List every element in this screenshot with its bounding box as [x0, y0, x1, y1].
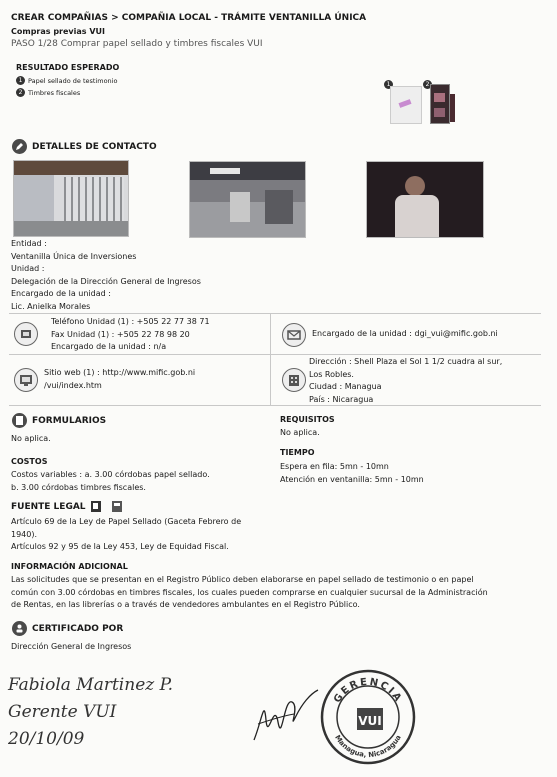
encargado-na: Encargado de la unidad : n/a	[51, 342, 167, 351]
handwritten-role: Gerente VUI	[8, 702, 117, 722]
pdf-document-icon[interactable]	[112, 501, 122, 512]
encargado-value: Lic. Anielka Morales	[11, 301, 91, 311]
requisitos-title: REQUISITOS	[280, 415, 335, 424]
handwritten-note	[8, 672, 173, 753]
signature	[248, 680, 324, 750]
fuente-line: Artículos 92 y 95 de la Ley 453, Ley de Equidad Fiscal.	[11, 542, 229, 551]
telefono: Teléfono Unidad (1) : +505 22 77 38 71	[51, 317, 210, 326]
pencil-icon	[12, 139, 27, 154]
contact-details	[11, 238, 201, 313]
resultado-thumbnails	[380, 78, 460, 126]
resultado-item-1	[16, 76, 117, 85]
costos-line: Costos variables : a. 3.00 córdobas papel sellado.	[11, 470, 210, 479]
pais: País : Nicaragua	[309, 394, 374, 404]
resultado-item-label: Papel sellado de testimonio	[28, 76, 118, 85]
resultado-item-label: Timbres fiscales	[28, 88, 81, 97]
number-badge: 2	[423, 80, 432, 89]
certificado-title: CERTIFICADO POR	[32, 623, 124, 634]
web-details[interactable]	[44, 367, 195, 392]
step-title: PASO 1/28 Comprar papel sellado y timbres fiscales VUI	[11, 39, 263, 49]
costos-title: COSTOS	[11, 457, 48, 466]
document-icon	[12, 413, 27, 428]
info-details	[11, 574, 488, 612]
address-details	[309, 356, 502, 406]
info-line: de Rentas, en las librerías o a través de vendedores ambulantes en el Registro Público.	[11, 600, 360, 609]
tiempo-details	[280, 461, 424, 486]
entidad-label: Entidad :	[11, 239, 47, 248]
tiempo-atencion: Atención en ventanilla: 5mn - 10mn	[280, 474, 424, 484]
handwritten-name: Fabiola Martinez P.	[8, 675, 174, 695]
stamp-center-text: VUI	[358, 714, 382, 728]
fuente-title: FUENTE LEGAL	[11, 501, 86, 512]
timbres-fiscales-image	[430, 84, 450, 124]
svg-text:GERENCIA	[332, 677, 404, 705]
direccion-cont: Los Robles.	[309, 369, 354, 379]
edit-document-icon[interactable]	[91, 501, 101, 512]
web-icon	[14, 368, 38, 392]
phone-icon	[14, 322, 38, 346]
resultado-title: RESULTADO ESPERADO	[16, 63, 120, 72]
breadcrumb: CREAR COMPAÑIAS > COMPAÑIA LOCAL - TRÁMITE VENTANILLA ÚNICA	[11, 13, 367, 23]
number-badge: 1	[384, 80, 393, 89]
direccion: Dirección : Shell Plaza el Sol 1 1/2 cuadra al sur,	[309, 357, 503, 366]
officer-photo	[366, 161, 484, 238]
phone-details	[51, 316, 210, 354]
web-link-cont[interactable]: /vui/index.htm	[44, 380, 102, 390]
tiempo-espera: Espera en fila: 5mn - 10mn	[280, 462, 389, 471]
unidad-label: Unidad :	[11, 264, 45, 273]
contacto-header	[12, 139, 157, 154]
stamp-top-text: GERENCIA	[331, 676, 405, 706]
resultado-item-2	[16, 88, 80, 97]
page-subtitle: Compras previas VUI	[11, 27, 105, 36]
unidad-value: Delegación de la Dirección General de Ingresos	[11, 276, 201, 286]
handwritten-date: 20/10/09	[8, 729, 85, 749]
ciudad: Ciudad : Managua	[309, 382, 382, 391]
encargado-label: Encargado de la unidad :	[11, 289, 111, 298]
certificado-value: Dirección General de Ingresos	[11, 642, 132, 651]
info-line: común con 3.00 córdobas en timbres fiscales, los cuales pueden comprarse en cualquier sucursal de la Administración	[11, 587, 488, 597]
costos-line: b. 3.00 córdobas timbres fiscales.	[11, 482, 146, 492]
formularios-value: No aplica.	[11, 434, 51, 443]
number-badge: 1	[16, 76, 25, 85]
office-photo-2	[189, 161, 306, 238]
office-photo-1	[13, 160, 129, 237]
fuente-line: 1940).	[11, 529, 38, 539]
info-line: Las solicitudes que se presentan en el Registro Público deben elaborarse en papel sellado de testimonio o en papel	[11, 575, 474, 584]
formularios-header	[12, 413, 106, 428]
tiempo-title: TIEMPO	[280, 448, 315, 457]
web-link[interactable]: Sitio web (1) : http://www.mific.gob.ni	[44, 368, 196, 377]
stamp-bottom-text: Managua, Nicaragua	[333, 733, 403, 760]
number-badge: 2	[16, 88, 25, 97]
entidad-value: Ventanilla Única de Inversiones	[11, 251, 137, 261]
fax: Fax Unidad (1) : +505 22 78 98 20	[51, 329, 190, 339]
fuente-details	[11, 516, 241, 554]
info-title: INFORMACIÓN ADICIONAL	[11, 562, 128, 571]
papel-sellado-image	[390, 86, 422, 124]
costos-details	[11, 469, 210, 494]
person-icon	[12, 621, 27, 636]
formularios-title: FORMULARIOS	[32, 415, 107, 426]
fuente-line: Artículo 69 de la Ley de Papel Sellado (Gaceta Febrero de	[11, 517, 242, 526]
email-link[interactable]: Encargado de la unidad : dgi_vui@mific.gob.ni	[312, 329, 498, 338]
vui-stamp	[319, 668, 417, 766]
fuente-header	[11, 501, 122, 512]
certificado-header	[12, 621, 123, 636]
requisitos-value: No aplica.	[280, 428, 320, 437]
building-icon	[282, 368, 306, 392]
contacto-title: DETALLES DE CONTACTO	[32, 141, 157, 152]
email-icon	[282, 323, 306, 347]
